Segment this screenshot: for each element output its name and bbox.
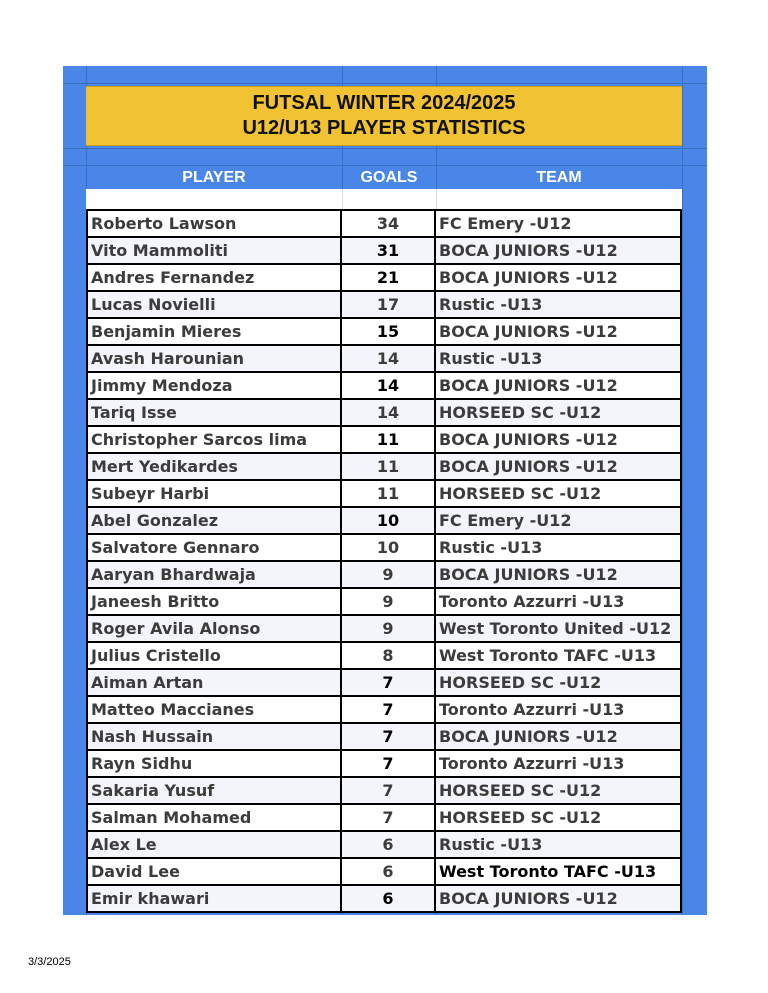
team-cell[interactable]: Rustic -U13 xyxy=(436,535,682,560)
table-row xyxy=(86,857,682,884)
team-cell[interactable]: West Toronto United -U12 xyxy=(436,616,682,641)
goals-cell[interactable]: 7 xyxy=(342,805,436,830)
player-name-cell[interactable]: Vito Mammoliti xyxy=(86,238,342,263)
player-name-cell[interactable]: Mert Yedikardes xyxy=(86,454,342,479)
goals-cell[interactable]: 7 xyxy=(342,778,436,803)
team-cell[interactable]: HORSEED SC -U12 xyxy=(436,400,682,425)
player-name-cell[interactable]: Andres Fernandez xyxy=(86,265,342,290)
table-row xyxy=(86,506,682,533)
player-name-cell[interactable]: Emir khawari xyxy=(86,886,342,911)
goals-cell[interactable]: 6 xyxy=(342,886,436,911)
player-name-cell[interactable]: Aiman Artan xyxy=(86,670,342,695)
team-cell[interactable]: BOCA JUNIORS -U12 xyxy=(436,562,682,587)
team-cell[interactable]: HORSEED SC -U12 xyxy=(436,481,682,506)
team-cell[interactable]: HORSEED SC -U12 xyxy=(436,805,682,830)
team-cell[interactable]: BOCA JUNIORS -U12 xyxy=(436,319,682,344)
team-cell[interactable]: FC Emery -U12 xyxy=(436,211,682,236)
player-name-cell[interactable]: Lucas Novielli xyxy=(86,292,342,317)
goals-cell[interactable]: 10 xyxy=(342,508,436,533)
team-cell[interactable]: HORSEED SC -U12 xyxy=(436,778,682,803)
player-name-cell[interactable]: Sakaria Yusuf xyxy=(86,778,342,803)
team-cell[interactable]: West Toronto TAFC -U13 xyxy=(436,859,682,884)
player-name-cell[interactable]: Benjamin Mieres xyxy=(86,319,342,344)
player-name-cell[interactable]: Roberto Lawson xyxy=(86,211,342,236)
table-row xyxy=(86,614,682,641)
goals-cell[interactable]: 14 xyxy=(342,373,436,398)
goals-cell[interactable]: 6 xyxy=(342,832,436,857)
team-cell[interactable]: BOCA JUNIORS -U12 xyxy=(436,265,682,290)
team-cell[interactable]: Rustic -U13 xyxy=(436,346,682,371)
goals-cell[interactable]: 9 xyxy=(342,562,436,587)
player-name-cell[interactable]: Janeesh Britto xyxy=(86,589,342,614)
player-name-cell[interactable]: Salvatore Gennaro xyxy=(86,535,342,560)
team-cell[interactable]: Toronto Azzurri -U13 xyxy=(436,751,682,776)
column-header-goals: GOALS xyxy=(360,169,418,186)
goals-cell[interactable]: 15 xyxy=(342,319,436,344)
table-row xyxy=(86,533,682,560)
print-date: 3/3/2025 xyxy=(28,956,71,968)
player-name-cell[interactable]: Tariq Isse xyxy=(86,400,342,425)
table-row xyxy=(86,830,682,857)
table-row xyxy=(86,317,682,344)
grid-line xyxy=(63,148,707,149)
table-row xyxy=(86,263,682,290)
player-name-cell[interactable]: Roger Avila Alonso xyxy=(86,616,342,641)
goals-cell[interactable]: 11 xyxy=(342,481,436,506)
table-row xyxy=(86,695,682,722)
team-cell[interactable]: HORSEED SC -U12 xyxy=(436,670,682,695)
title-line-1: FUTSAL WINTER 2024/2025 xyxy=(252,92,516,114)
team-cell[interactable]: BOCA JUNIORS -U12 xyxy=(436,427,682,452)
table-row xyxy=(86,668,682,695)
goals-cell[interactable]: 17 xyxy=(342,292,436,317)
table-header xyxy=(86,166,682,189)
grid-line xyxy=(682,66,683,915)
column-header-player: PLAYER xyxy=(182,169,246,186)
title-banner xyxy=(86,86,682,146)
grid-line xyxy=(63,83,707,84)
team-cell[interactable]: Toronto Azzurri -U13 xyxy=(436,589,682,614)
table-row xyxy=(86,398,682,425)
player-name-cell[interactable]: Avash Harounian xyxy=(86,346,342,371)
table-row xyxy=(86,371,682,398)
player-name-cell[interactable]: Julius Cristello xyxy=(86,643,342,668)
table-row xyxy=(86,479,682,506)
goals-cell[interactable]: 11 xyxy=(342,427,436,452)
goals-cell[interactable]: 31 xyxy=(342,238,436,263)
table-row xyxy=(86,587,682,614)
title-line-2: U12/U13 PLAYER STATISTICS xyxy=(242,117,526,139)
player-name-cell[interactable]: Christopher Sarcos lima xyxy=(86,427,342,452)
goals-cell[interactable]: 34 xyxy=(342,211,436,236)
player-name-cell[interactable]: Matteo Maccianes xyxy=(86,697,342,722)
player-name-cell[interactable]: Subeyr Harbi xyxy=(86,481,342,506)
player-name-cell[interactable]: Alex Le xyxy=(86,832,342,857)
goals-cell[interactable]: 21 xyxy=(342,265,436,290)
player-name-cell[interactable]: Rayn Sidhu xyxy=(86,751,342,776)
team-cell[interactable]: BOCA JUNIORS -U12 xyxy=(436,724,682,749)
table-row xyxy=(86,425,682,452)
goals-cell[interactable]: 11 xyxy=(342,454,436,479)
table-row xyxy=(86,641,682,668)
table-row xyxy=(86,722,682,749)
table-row xyxy=(86,236,682,263)
table-row xyxy=(86,560,682,587)
team-cell[interactable]: BOCA JUNIORS -U12 xyxy=(436,454,682,479)
player-name-cell[interactable]: Nash Hussain xyxy=(86,724,342,749)
player-name-cell[interactable]: Abel Gonzalez xyxy=(86,508,342,533)
team-cell[interactable]: FC Emery -U12 xyxy=(436,508,682,533)
goals-cell[interactable]: 7 xyxy=(342,697,436,722)
table-row xyxy=(86,452,682,479)
goals-cell[interactable]: 14 xyxy=(342,400,436,425)
table-row xyxy=(86,290,682,317)
team-cell[interactable]: BOCA JUNIORS -U12 xyxy=(436,238,682,263)
goals-cell[interactable]: 6 xyxy=(342,859,436,884)
team-cell[interactable]: Rustic -U13 xyxy=(436,292,682,317)
player-name-cell[interactable]: Aaryan Bhardwaja xyxy=(86,562,342,587)
goals-cell[interactable]: 9 xyxy=(342,589,436,614)
player-name-cell[interactable]: Jimmy Mendoza xyxy=(86,373,342,398)
goals-cell[interactable]: 7 xyxy=(342,751,436,776)
table-row xyxy=(86,776,682,803)
table-row xyxy=(86,884,682,913)
column-header-team: TEAM xyxy=(536,169,582,186)
goals-cell[interactable]: 8 xyxy=(342,643,436,668)
team-cell[interactable]: Rustic -U13 xyxy=(436,832,682,857)
goals-cell[interactable]: 7 xyxy=(342,670,436,695)
goals-cell[interactable]: 7 xyxy=(342,724,436,749)
table-row xyxy=(86,209,682,236)
goals-cell[interactable]: 14 xyxy=(342,346,436,371)
team-cell[interactable]: West Toronto TAFC -U13 xyxy=(436,643,682,668)
player-statistics-table xyxy=(86,209,682,913)
table-row xyxy=(86,803,682,830)
player-name-cell[interactable]: David Lee xyxy=(86,859,342,884)
team-cell[interactable]: Toronto Azzurri -U13 xyxy=(436,697,682,722)
spacer-row xyxy=(86,189,682,209)
table-row xyxy=(86,344,682,371)
goals-cell[interactable]: 10 xyxy=(342,535,436,560)
goals-cell[interactable]: 9 xyxy=(342,616,436,641)
team-cell[interactable]: BOCA JUNIORS -U12 xyxy=(436,373,682,398)
team-cell[interactable]: BOCA JUNIORS -U12 xyxy=(436,886,682,911)
table-row xyxy=(86,749,682,776)
player-name-cell[interactable]: Salman Mohamed xyxy=(86,805,342,830)
spreadsheet-frame xyxy=(63,66,707,915)
